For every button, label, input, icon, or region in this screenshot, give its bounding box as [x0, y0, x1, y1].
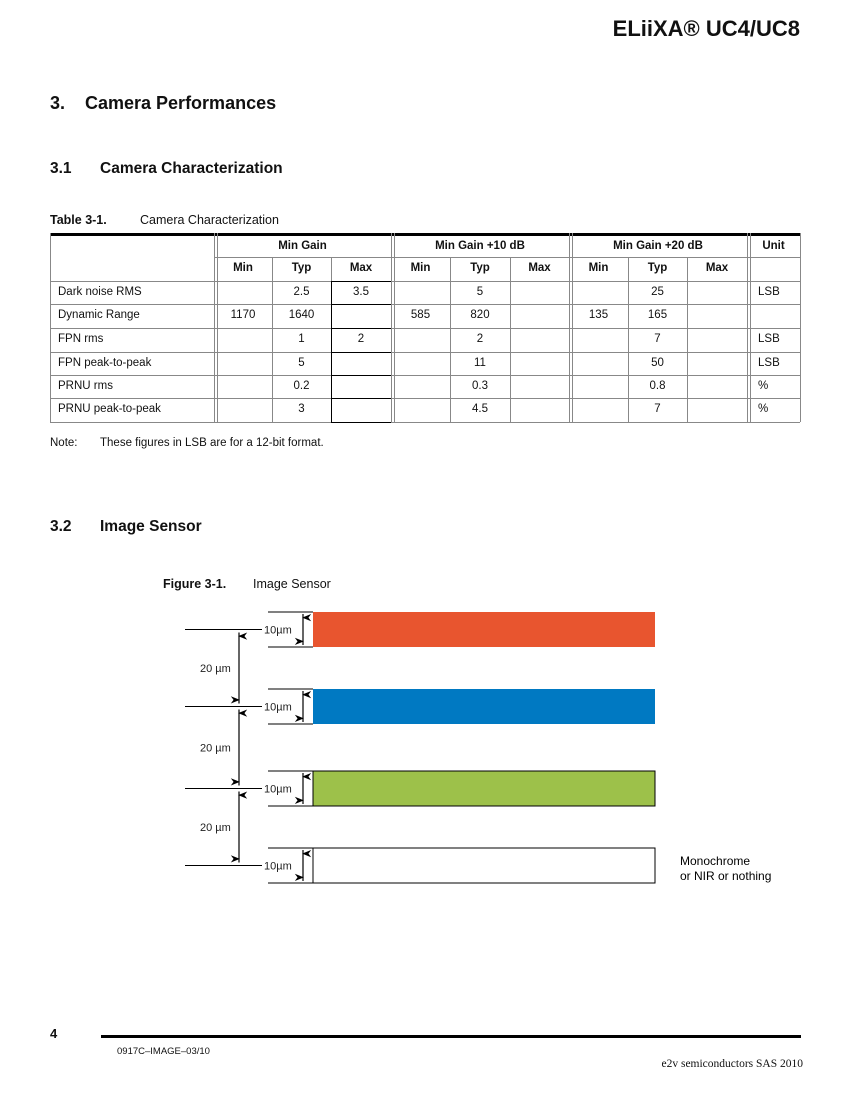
table-caption-title: Camera Characterization — [140, 213, 279, 227]
table-cell: 50 — [651, 357, 664, 369]
table-unit-cell: LSB — [758, 357, 780, 369]
image-sensor-diagram — [0, 600, 850, 900]
table-cell: 0.8 — [649, 380, 666, 392]
table-cell: 0.3 — [472, 380, 488, 392]
table-sub-header: Min — [410, 262, 431, 274]
section-title: Camera Characterization — [100, 160, 283, 177]
characterization-table — [50, 233, 800, 422]
table-cell: 7 — [654, 333, 661, 345]
section-heading-3-1 — [50, 160, 283, 178]
table-cell: 165 — [647, 309, 668, 321]
table-sub-header: Typ — [647, 262, 668, 274]
max-cell-border — [331, 375, 391, 376]
table-column-divider — [510, 257, 511, 422]
max-cell-border — [331, 281, 332, 422]
monochrome-label-line1: Monochrome — [680, 854, 751, 868]
table-cell: 3 — [298, 403, 305, 415]
table-group-header: Min Gain +10 dB — [435, 240, 525, 252]
section-heading-3 — [50, 93, 276, 114]
pitch-label: 20 µm — [200, 663, 231, 675]
max-cell-border — [331, 304, 391, 305]
table-cell: 2.5 — [293, 286, 310, 298]
height-label: 10µm — [264, 783, 292, 796]
max-cell-border — [331, 328, 391, 329]
section-number: 3. — [50, 93, 66, 113]
table-cell: 11 — [474, 357, 486, 369]
table-unit-cell: LSB — [758, 286, 780, 298]
figure-caption-label: Figure 3-1. — [163, 577, 227, 591]
section-title: Camera Performances — [85, 93, 277, 113]
figure-caption-title: Image Sensor — [253, 577, 331, 591]
table-cell: 820 — [470, 309, 490, 321]
table-caption — [50, 213, 279, 227]
table-sub-header: Min — [588, 262, 609, 274]
table-row-divider — [50, 422, 800, 423]
table-caption-label: Table 3-1. — [50, 213, 107, 227]
section-title: Image Sensor — [100, 518, 202, 535]
table-cell: 585 — [410, 309, 431, 321]
table-cell: 1 — [298, 333, 305, 345]
height-label: 10µm — [264, 624, 292, 637]
table-group-header: Min Gain +20 dB — [613, 240, 703, 252]
table-sub-header: Min — [233, 262, 253, 274]
table-sub-header: Typ — [291, 262, 312, 274]
table-cell: 0.2 — [293, 380, 310, 392]
table-group-header: Unit — [762, 240, 785, 252]
table-cell: 1640 — [288, 309, 315, 321]
table-row-label: PRNU rms — [58, 380, 113, 392]
copyright: e2v semiconductors SAS 2010 — [661, 1058, 803, 1070]
max-cell-border — [331, 352, 391, 353]
table-cell: 7 — [654, 403, 661, 415]
table-cell: 5 — [476, 286, 484, 298]
document-code: 0917C–IMAGE–03/10 — [117, 1046, 210, 1057]
table-group-header: Min Gain — [278, 240, 327, 252]
table-cell: 135 — [588, 309, 609, 321]
height-label: 10µm — [264, 860, 292, 873]
sensor-line-red — [313, 612, 655, 647]
section-heading-3-2 — [50, 518, 202, 536]
page-number: 4 — [50, 1026, 58, 1041]
section-number: 3.2 — [50, 518, 72, 535]
table-cell: 2 — [476, 333, 484, 345]
note-text: These figures in LSB are for a 12-bit format. — [100, 437, 324, 449]
table-note — [50, 437, 324, 449]
table-unit-cell: % — [758, 403, 769, 415]
note-label: Note: — [50, 437, 78, 449]
footer-rule — [101, 1035, 801, 1038]
table-unit-cell: % — [758, 380, 769, 392]
table-row-label: FPN rms — [58, 333, 104, 345]
monochrome-label-line2: or NIR or nothing — [680, 869, 772, 883]
table-sub-header: Typ — [470, 262, 490, 274]
table-cell: 25 — [651, 286, 664, 298]
table-column-divider — [747, 233, 748, 422]
table-row-label: FPN peak-to-peak — [58, 357, 152, 369]
sensor-line-green — [313, 771, 655, 806]
table-column-divider — [800, 233, 801, 422]
table-unit-cell: LSB — [758, 333, 780, 345]
table-row-divider — [50, 257, 214, 258]
table-row-label: Dynamic Range — [58, 309, 140, 321]
pitch-label: 20 µm — [200, 742, 231, 755]
max-cell-border — [331, 422, 391, 423]
table-cell: 2 — [357, 333, 365, 345]
table-sub-header: Max — [528, 262, 551, 274]
table-column-divider — [687, 257, 688, 422]
table-sub-header: Max — [705, 262, 729, 274]
height-label: 10µm — [264, 701, 292, 714]
table-cell: 1170 — [230, 309, 256, 321]
sensor-line-monochrome — [313, 848, 655, 883]
sensor-line-blue — [313, 689, 655, 724]
document-title: ELiiXA® UC4/UC8 — [612, 16, 800, 41]
table-cell: 4.5 — [472, 403, 488, 415]
pitch-label: 20 µm — [200, 822, 231, 834]
table-row-label: PRNU peak-to-peak — [58, 403, 161, 415]
table-sub-header: Max — [349, 262, 373, 274]
figure-caption — [163, 577, 331, 591]
table-cell: 5 — [298, 357, 305, 369]
max-cell-border — [331, 398, 391, 399]
table-cell: 3.5 — [353, 286, 369, 298]
table-row-label: Dark noise RMS — [58, 286, 142, 298]
max-cell-border — [331, 281, 391, 282]
section-number: 3.1 — [50, 160, 72, 177]
